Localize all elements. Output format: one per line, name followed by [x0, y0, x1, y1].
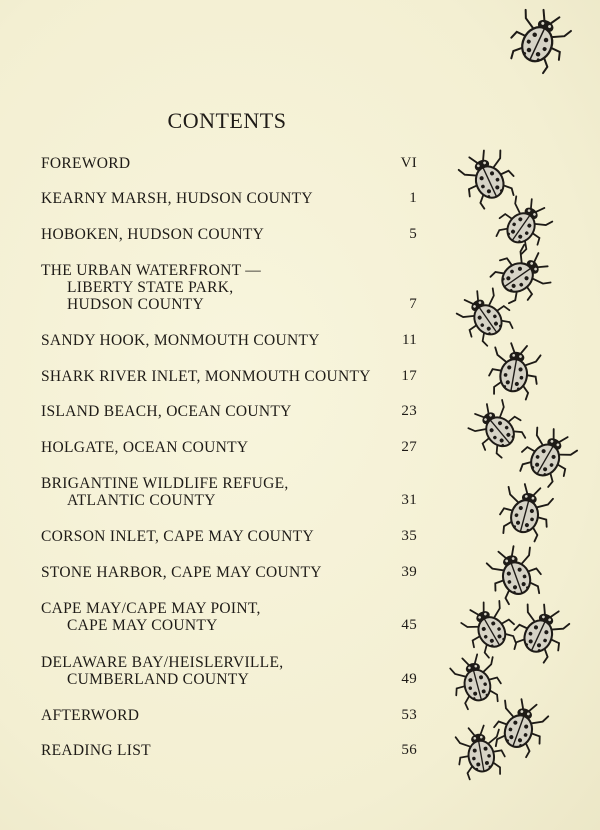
- toc-entry-title: BRIGANTINE WILDLIFE REFUGE,: [41, 475, 289, 492]
- toc-page-number: 45: [401, 617, 417, 633]
- toc-entry-title: HOLGATE, OCEAN COUNTY: [41, 439, 249, 456]
- toc-page-number: 27: [401, 439, 417, 455]
- toc-page-number: 35: [401, 528, 417, 544]
- toc-entry-title: CUMBERLAND COUNTY: [67, 671, 250, 688]
- toc-entry: [41, 155, 417, 172]
- toc-entry: [41, 475, 417, 509]
- toc-page-number: 39: [401, 564, 417, 580]
- toc-entry: [41, 439, 417, 456]
- toc-entry-title: CAPE MAY/CAPE MAY POINT,: [41, 600, 261, 617]
- toc-entry: [41, 600, 417, 634]
- toc-entry-title: AFTERWORD: [41, 707, 140, 724]
- toc-entry-title: CORSON INLET, CAPE MAY COUNTY: [41, 528, 314, 545]
- toc-entry: [41, 403, 417, 420]
- toc-page-number: 1: [409, 190, 417, 206]
- toc-entry-title: LIBERTY STATE PARK,: [67, 279, 234, 296]
- toc-entry: [41, 528, 417, 545]
- toc-entry-title: STONE HARBOR, CAPE MAY COUNTY: [41, 564, 322, 581]
- toc-entry-title: THE URBAN WATERFRONT —: [41, 262, 262, 279]
- toc-page-number: 17: [401, 368, 417, 384]
- toc-entry-title: FOREWORD: [41, 155, 131, 172]
- toc-entry: [41, 226, 417, 243]
- toc-entry-title: READING LIST: [41, 742, 151, 759]
- toc-entry: [41, 564, 417, 581]
- toc-page-number: 31: [401, 492, 417, 508]
- toc-entry: [41, 368, 417, 385]
- toc-page-number: 11: [401, 332, 417, 348]
- toc-entry-title: SHARK RIVER INLET, MONMOUTH COUNTY: [41, 368, 371, 385]
- toc-page-number: 49: [401, 671, 417, 687]
- page-title: CONTENTS: [167, 108, 287, 133]
- toc-entry-title: HOBOKEN, HUDSON COUNTY: [41, 226, 265, 243]
- toc-entry-title: CAPE MAY COUNTY: [67, 617, 218, 634]
- toc-page-number: 53: [401, 707, 417, 723]
- toc-page-number: 5: [409, 226, 417, 242]
- toc-page-number: 23: [401, 403, 417, 419]
- toc-entry: [41, 332, 417, 349]
- toc-entry: [41, 707, 417, 724]
- toc-entry-title: ISLAND BEACH, OCEAN COUNTY: [41, 403, 292, 420]
- toc-page-number: 56: [401, 742, 417, 758]
- toc-page-number: 7: [409, 296, 417, 312]
- toc-entry-title: DELAWARE BAY/HEISLERVILLE,: [41, 654, 284, 671]
- toc-entry: [41, 190, 417, 207]
- ladybug-icon: [499, 0, 578, 85]
- toc-entry-title: HUDSON COUNTY: [67, 296, 204, 313]
- ladybug-icon: [452, 721, 510, 789]
- toc-entry-title: ATLANTIC COUNTY: [67, 492, 216, 509]
- toc-entry: [41, 742, 417, 759]
- toc-entry-title: SANDY HOOK, MONMOUTH COUNTY: [41, 332, 320, 349]
- toc-entry: [41, 262, 417, 313]
- toc-entry-title: KEARNY MARSH, HUDSON COUNTY: [41, 190, 313, 207]
- toc-entry: [41, 654, 417, 688]
- toc-page-number: VI: [400, 155, 417, 171]
